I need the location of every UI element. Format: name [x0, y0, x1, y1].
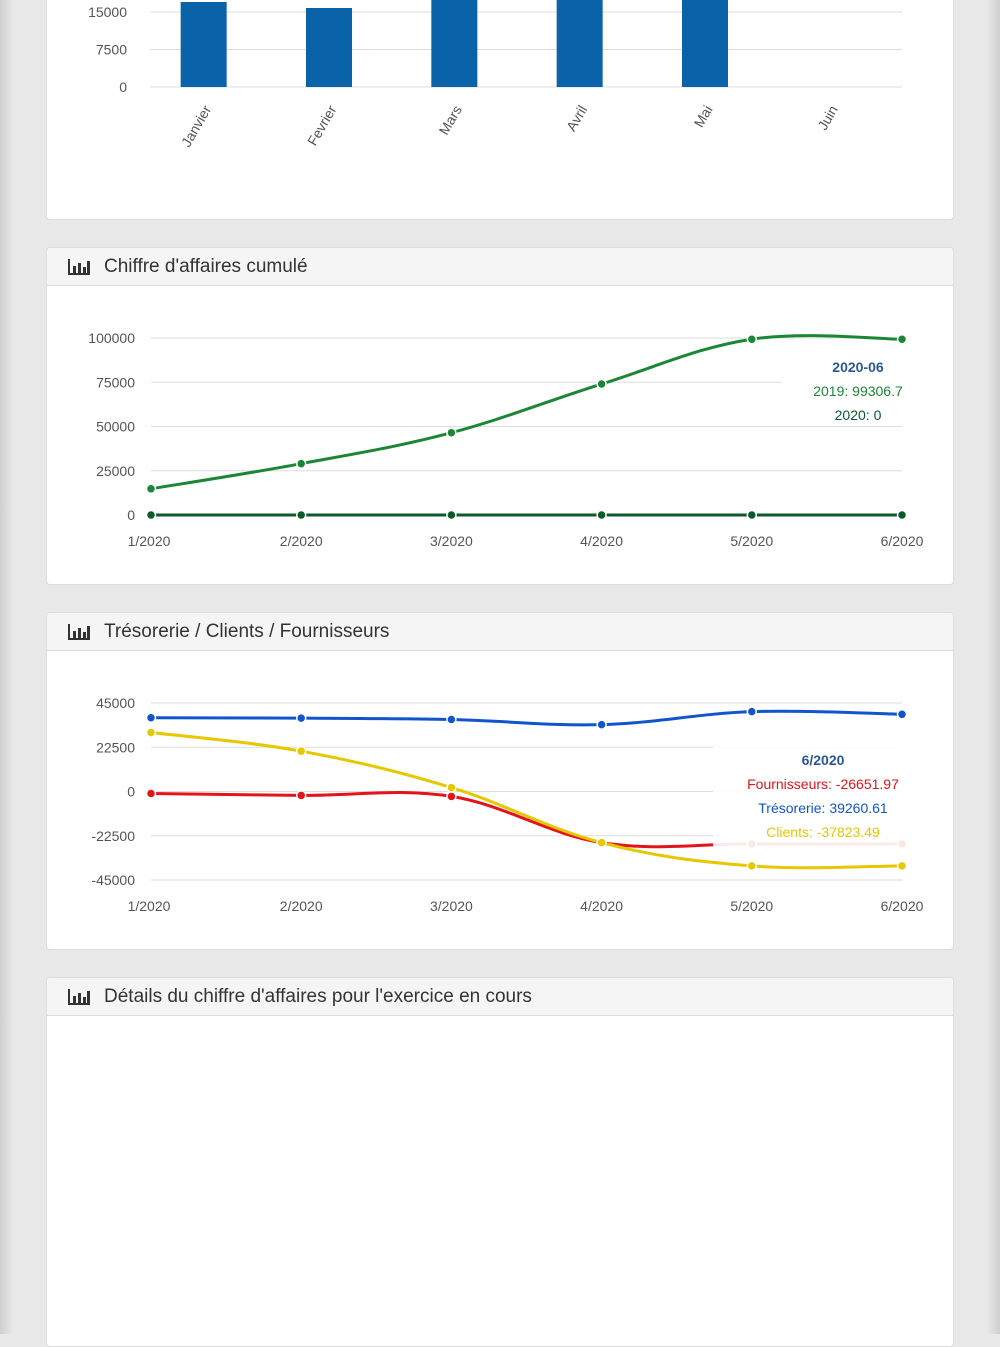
- x-tick-label: 3/2020: [429, 898, 473, 914]
- x-tick-label: 3/2020: [429, 533, 473, 549]
- series-line: [151, 711, 902, 725]
- data-point: [147, 713, 156, 722]
- y-tick-label: -22500: [91, 827, 135, 844]
- x-tick-label: Mars: [435, 102, 465, 138]
- x-tick-label: 2/2020: [279, 898, 323, 914]
- data-point: [147, 484, 156, 493]
- data-point: [747, 511, 756, 520]
- data-point: [297, 747, 306, 756]
- y-tick-label: 75000: [96, 374, 135, 391]
- y-tick-label: 0: [127, 783, 135, 800]
- y-tick-label: 0: [127, 507, 135, 523]
- data-point: [747, 707, 756, 716]
- panel-treasury: [46, 612, 954, 950]
- data-point: [898, 861, 907, 870]
- data-point: [747, 861, 756, 870]
- data-point: [447, 783, 456, 792]
- x-tick-label: Janvier: [177, 102, 215, 150]
- panel-heading: [47, 613, 953, 651]
- x-tick-label: 1/2020: [127, 898, 171, 914]
- panel-title: Chiffre d'affaires cumulé: [104, 255, 308, 277]
- panel-revenue-details: [46, 977, 954, 1347]
- data-point: [447, 792, 456, 801]
- data-point: [447, 428, 456, 437]
- bar-chart: [47, 0, 954, 220]
- data-point: [898, 511, 907, 520]
- panel-title: Trésorerie / Clients / Fournisseurs: [104, 620, 390, 642]
- y-tick-label: 15000: [88, 4, 127, 20]
- x-tick-label: 4/2020: [580, 898, 624, 914]
- frame-edge-right: [988, 0, 1000, 1334]
- data-point: [447, 511, 456, 520]
- treasury-line-chart: [47, 651, 954, 949]
- x-tick-label: Fevrier: [303, 102, 340, 149]
- data-point: [297, 459, 306, 468]
- data-point: [147, 789, 156, 798]
- tooltip-line: Clients: -37823.49: [766, 824, 880, 840]
- x-tick-label: 6/2020: [880, 898, 924, 914]
- y-tick-label: 45000: [96, 695, 135, 711]
- bar-chart-icon: [67, 623, 91, 641]
- cumulative-line-chart: [47, 286, 954, 584]
- bar: [431, 0, 477, 87]
- tooltip-line: Fournisseurs: -26651.97: [747, 776, 899, 792]
- x-tick-label: 5/2020: [730, 898, 774, 914]
- x-tick-label: Juin: [814, 102, 841, 133]
- x-tick-label: Avril: [562, 102, 591, 134]
- tooltip-line: 2019: 99306.7: [813, 383, 903, 399]
- data-point: [597, 720, 606, 729]
- y-tick-label: 7500: [95, 41, 127, 58]
- data-point: [898, 335, 907, 344]
- bar-chart-icon: [67, 988, 91, 1006]
- x-tick-label: 5/2020: [730, 533, 774, 549]
- bar-chart-icon: [67, 258, 91, 276]
- bar: [682, 0, 728, 87]
- bar: [557, 0, 603, 87]
- tooltip-title: 2020-06: [832, 359, 884, 375]
- data-point: [297, 511, 306, 520]
- data-point: [447, 715, 456, 724]
- panel-title: Détails du chiffre d'affaires pour l'exercice en cours: [104, 985, 532, 1007]
- y-tick-label: -45000: [91, 872, 135, 888]
- panel-monthly-bars: [46, 0, 954, 220]
- tooltip-title: 6/2020: [801, 752, 845, 768]
- data-point: [597, 838, 606, 847]
- x-tick-label: Mai: [690, 102, 716, 131]
- panel-cumulative-revenue: [46, 247, 954, 585]
- tooltip-line: Trésorerie: 39260.61: [758, 800, 888, 816]
- x-tick-label: 4/2020: [580, 533, 624, 549]
- data-point: [898, 710, 907, 719]
- frame-edge-left: [0, 0, 12, 1334]
- y-tick-label: 0: [119, 79, 127, 95]
- data-point: [597, 380, 606, 389]
- bar: [306, 8, 352, 87]
- bar: [181, 2, 227, 87]
- y-tick-label: 50000: [96, 418, 135, 435]
- data-point: [297, 791, 306, 800]
- data-point: [147, 511, 156, 520]
- y-tick-label: 100000: [88, 330, 135, 346]
- data-point: [297, 714, 306, 723]
- y-tick-label: 25000: [96, 462, 135, 479]
- x-tick-label: 6/2020: [880, 533, 924, 549]
- tooltip-line: 2020: 0: [834, 407, 882, 423]
- data-point: [747, 335, 756, 344]
- data-point: [147, 728, 156, 737]
- y-tick-label: 22500: [96, 739, 135, 756]
- panel-heading: [47, 248, 953, 286]
- x-tick-label: 1/2020: [127, 533, 171, 549]
- data-point: [597, 511, 606, 520]
- panel-heading: [47, 978, 953, 1016]
- x-tick-label: 2/2020: [279, 533, 323, 549]
